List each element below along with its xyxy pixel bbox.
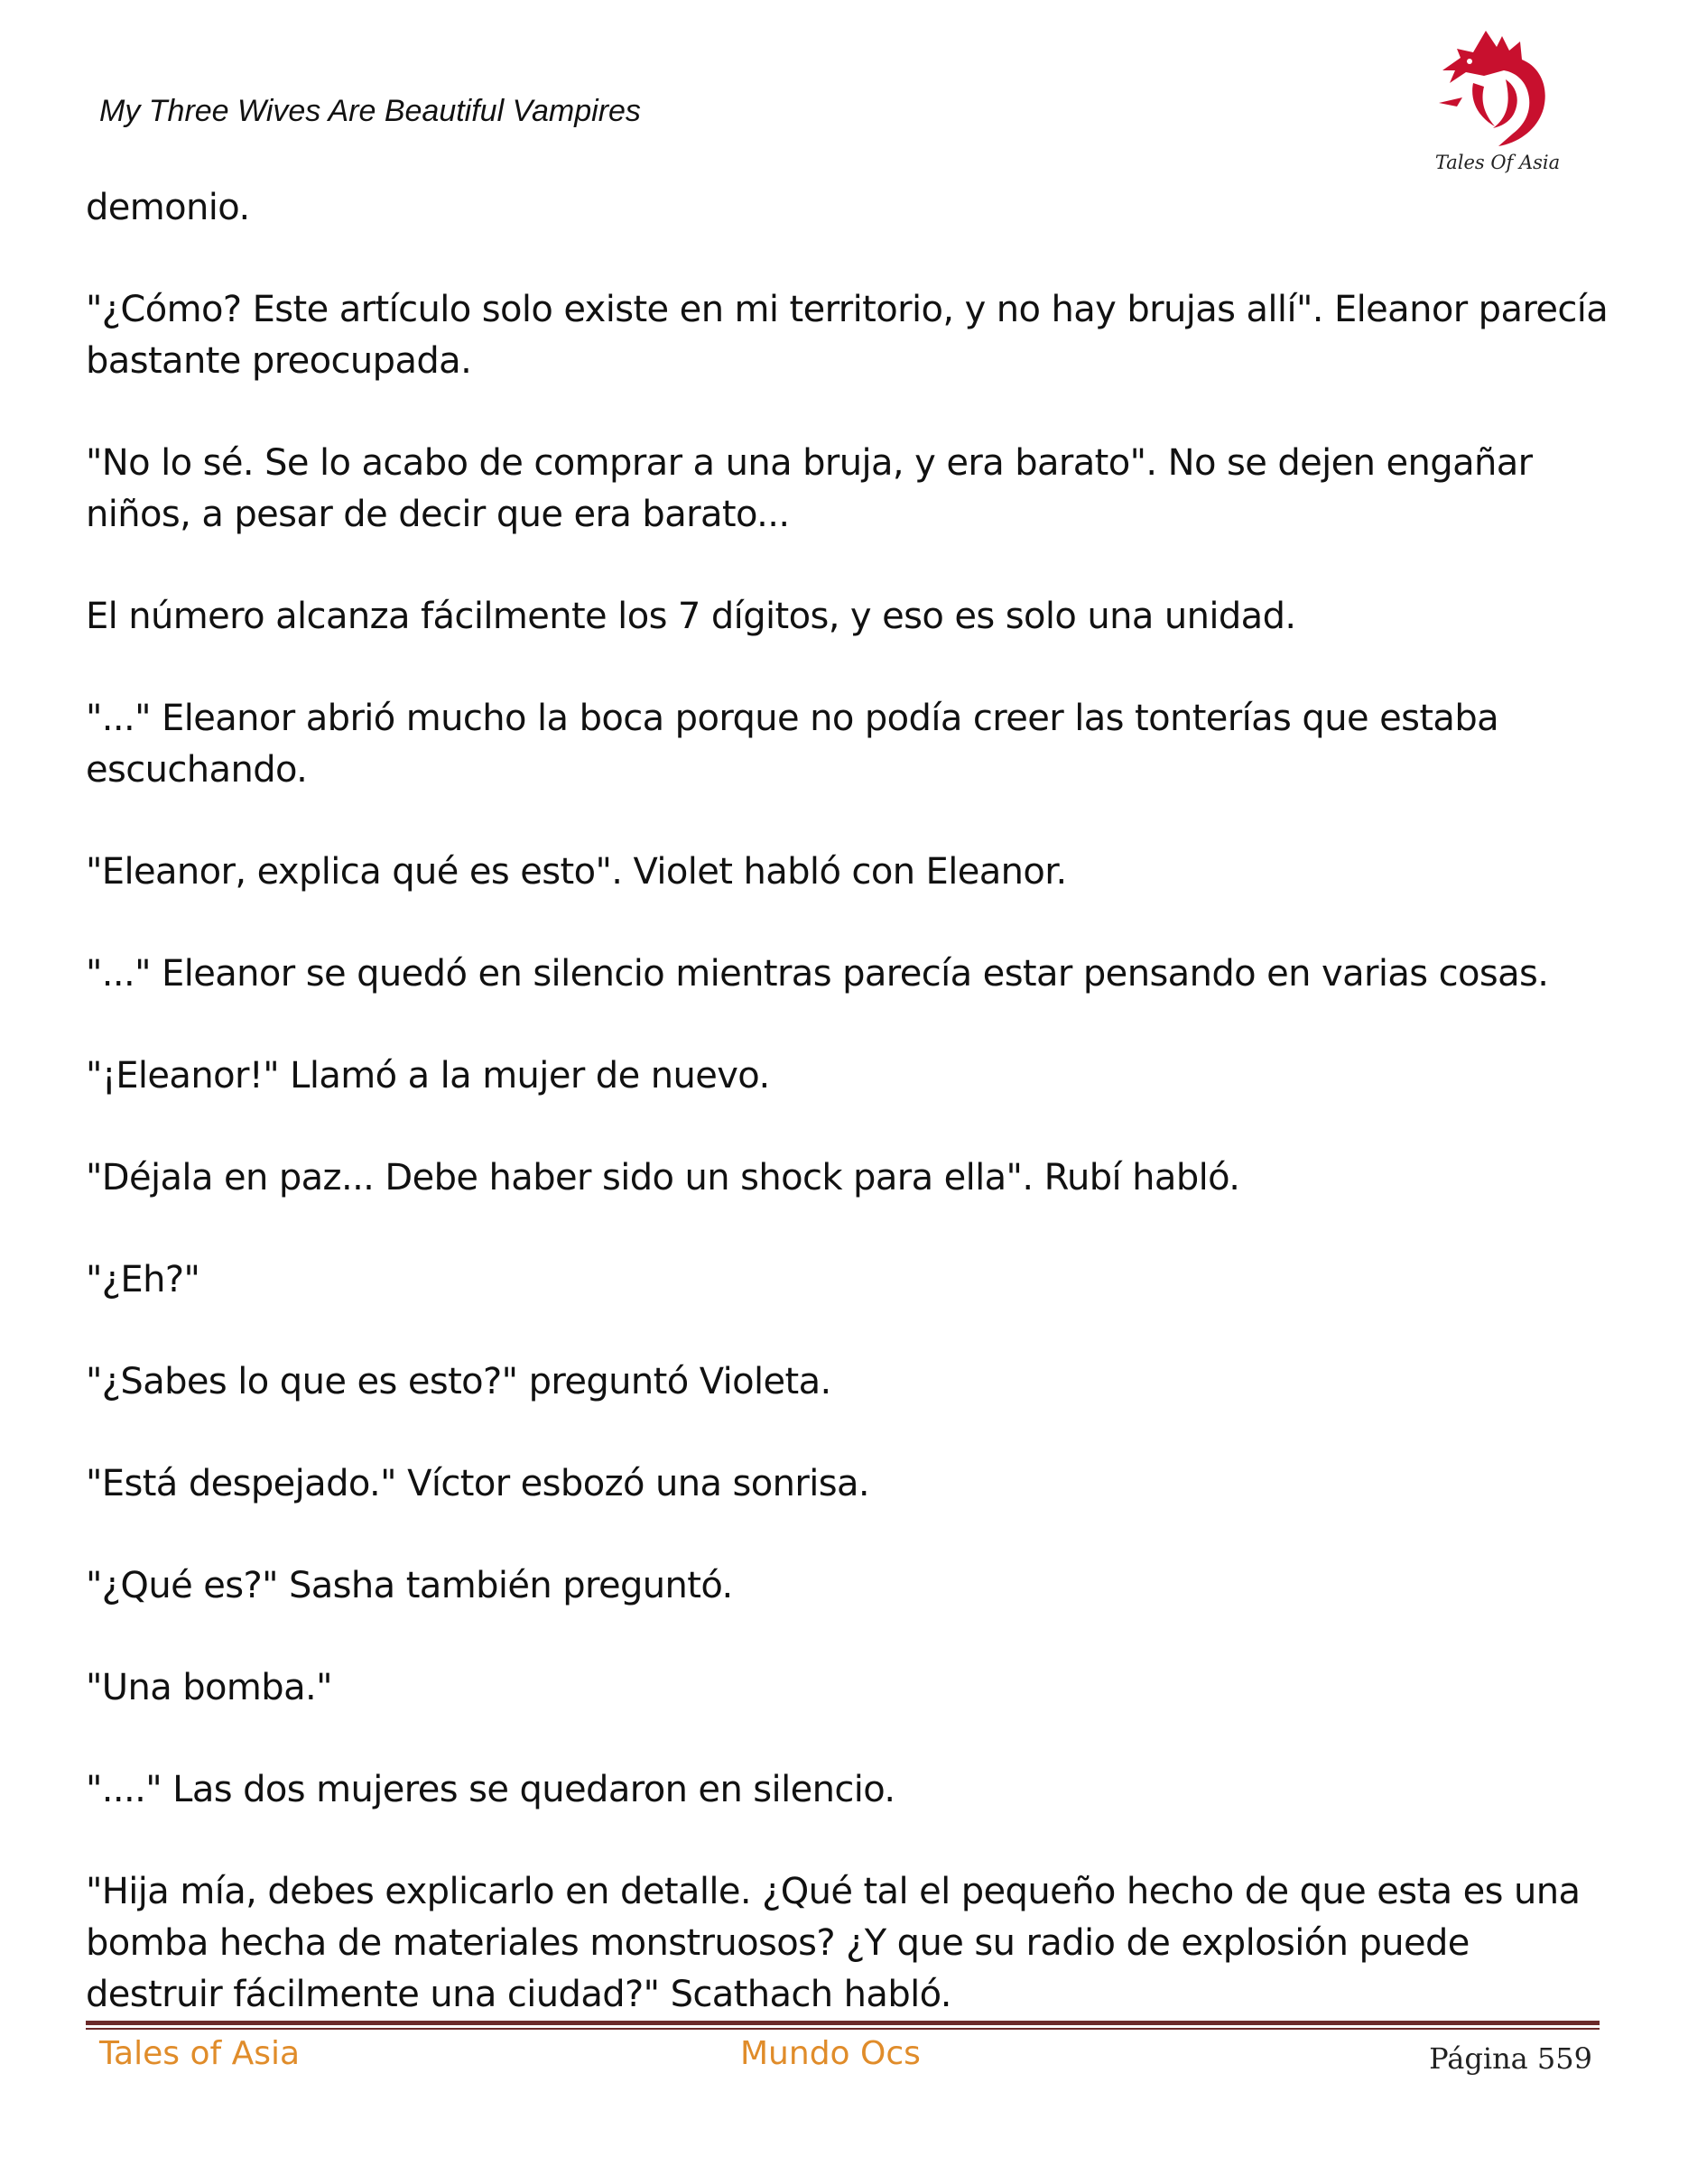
paragraph: demonio. (86, 187, 250, 228)
page-number: Página 559 (1429, 2041, 1592, 2076)
tales-of-asia-logo (1430, 20, 1565, 180)
document-title: My Three Wives Are Beautiful Vampires (99, 94, 641, 128)
dragon-logo-icon (1430, 20, 1565, 155)
footer-site-name: Tales of Asia (99, 2035, 301, 2072)
footer-divider (86, 2021, 1600, 2030)
paragraph: "No lo sé. Se lo acabo de comprar a una bruja, y era barato". No se dejen engañar niños, a pesar de decir que era barato... (86, 442, 1533, 535)
paragraph: "...." Las dos mujeres se quedaron en silencio. (86, 1769, 895, 1810)
paragraph: "Está despejado." Víctor esbozó una sonrisa. (86, 1463, 869, 1504)
paragraph: "..." Eleanor se quedó en silencio mientras parecía estar pensando en varias cosas. (86, 953, 1549, 995)
paragraph: "Hija mía, debes explicarlo en detalle. ¿Qué tal el pequeño hecho de que esta es una bomba hecha de materiales monstruosos? ¿Y que su radio de explosión puede destruir fácilmente una ciudad?" Scathach habló. (86, 1871, 1581, 2015)
logo-caption: Tales Of Asia (1434, 152, 1561, 173)
paragraph: "¡Eleanor!" Llamó a la mujer de nuevo. (86, 1055, 770, 1097)
paragraph: "¿Cómo? Este artículo solo existe en mi territorio, y no hay brujas allí". Eleanor parecía bastante preocupada. (86, 289, 1609, 382)
paragraph: "Déjala en paz... Debe haber sido un shock para ella". Rubí habló. (86, 1157, 1240, 1198)
paragraph: El número alcanza fácilmente los 7 dígitos, y eso es solo una unidad. (86, 596, 1296, 637)
footer-section-name: Mundo Ocs (740, 2035, 921, 2072)
paragraph: "¿Sabes lo que es esto?" preguntó Violeta. (86, 1361, 831, 1402)
paragraph: "Una bomba." (86, 1667, 332, 1708)
page-body (86, 182, 1611, 2020)
paragraph: "..." Eleanor abrió mucho la boca porque no podía creer las tonterías que estaba escuchando. (86, 698, 1499, 791)
paragraph: "Eleanor, explica qué es esto". Violet habló con Eleanor. (86, 851, 1067, 893)
paragraph: "¿Eh?" (86, 1259, 200, 1300)
paragraph: "¿Qué es?" Sasha también preguntó. (86, 1565, 733, 1606)
